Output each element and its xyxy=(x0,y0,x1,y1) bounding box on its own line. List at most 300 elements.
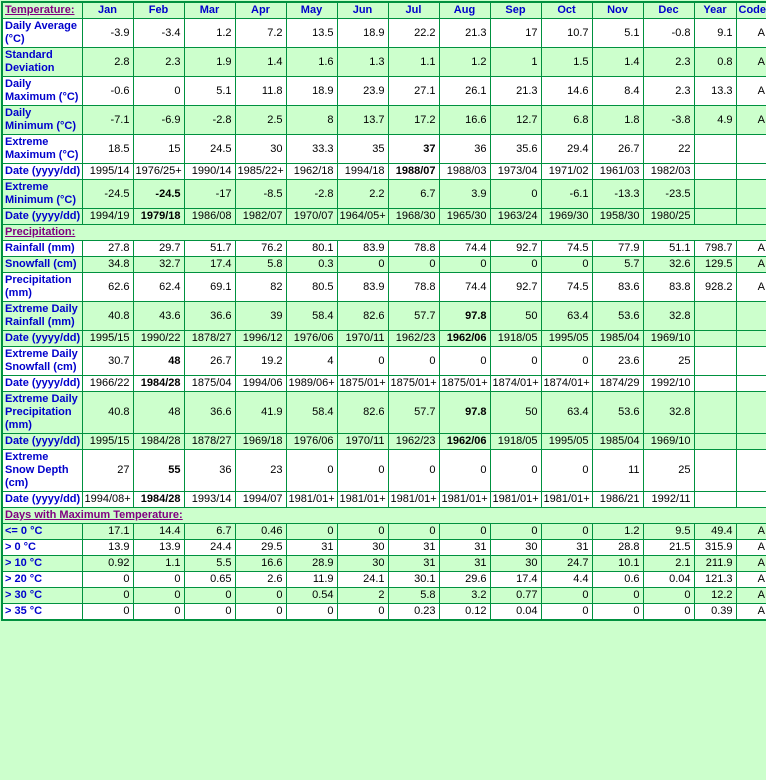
data-cell: 0 xyxy=(490,347,541,376)
data-cell xyxy=(694,392,736,434)
data-cell xyxy=(694,331,736,347)
data-cell: 77.9 xyxy=(592,241,643,257)
table-row xyxy=(2,604,766,621)
data-cell: 0 xyxy=(286,450,337,492)
data-cell: 0 xyxy=(541,524,592,540)
table-row xyxy=(2,241,766,257)
row-label: Extreme Maximum (°C) xyxy=(2,135,82,164)
data-cell: 28.9 xyxy=(286,556,337,572)
row-label: Precipitation (mm) xyxy=(2,273,82,302)
data-cell: 1.4 xyxy=(235,48,286,77)
table-row xyxy=(2,180,766,209)
data-cell: 1984/28 xyxy=(133,492,184,508)
data-cell: A xyxy=(736,540,766,556)
data-cell: 29.7 xyxy=(133,241,184,257)
data-cell: 1962/06 xyxy=(439,331,490,347)
column-header: Jan xyxy=(82,2,133,19)
data-cell: 31 xyxy=(286,540,337,556)
data-cell: 24.7 xyxy=(541,556,592,572)
data-cell: 2 xyxy=(337,588,388,604)
data-cell: 1875/01+ xyxy=(439,376,490,392)
data-cell: -7.1 xyxy=(82,106,133,135)
data-cell: 0 xyxy=(184,588,235,604)
table-row xyxy=(2,347,766,376)
data-cell: 57.7 xyxy=(388,392,439,434)
row-label: > 20 °C xyxy=(2,572,82,588)
table-row xyxy=(2,588,766,604)
data-cell: 1.6 xyxy=(286,48,337,77)
data-cell: 0 xyxy=(337,450,388,492)
data-cell: 1994/08+ xyxy=(82,492,133,508)
data-cell: 0.3 xyxy=(286,257,337,273)
data-cell: 43.6 xyxy=(133,302,184,331)
data-cell: 0 xyxy=(133,604,184,621)
data-cell: 36 xyxy=(184,450,235,492)
table-row xyxy=(2,376,766,392)
data-cell: 4.9 xyxy=(694,106,736,135)
data-cell: 1970/11 xyxy=(337,331,388,347)
data-cell: 9.5 xyxy=(643,524,694,540)
data-cell: 5.1 xyxy=(592,19,643,48)
data-cell: A xyxy=(736,556,766,572)
data-cell: 18.5 xyxy=(82,135,133,164)
data-cell xyxy=(736,492,766,508)
data-cell: 1878/27 xyxy=(184,434,235,450)
column-header: Apr xyxy=(235,2,286,19)
table-row xyxy=(2,48,766,77)
row-label: Date (yyyy/dd) xyxy=(2,492,82,508)
data-cell: 1981/01+ xyxy=(286,492,337,508)
data-cell xyxy=(694,135,736,164)
data-cell: 0.77 xyxy=(490,588,541,604)
data-cell: 0.65 xyxy=(184,572,235,588)
data-cell: 0 xyxy=(184,604,235,621)
data-cell: 0 xyxy=(337,604,388,621)
data-cell: A xyxy=(736,604,766,621)
data-cell xyxy=(694,450,736,492)
table-row xyxy=(2,492,766,508)
data-cell: 76.2 xyxy=(235,241,286,257)
data-cell: 1965/30 xyxy=(439,209,490,225)
column-header: Feb xyxy=(133,2,184,19)
data-cell: -3.8 xyxy=(643,106,694,135)
data-cell xyxy=(694,347,736,376)
data-cell: 0 xyxy=(286,524,337,540)
data-cell: 48 xyxy=(133,347,184,376)
data-cell: 5.1 xyxy=(184,77,235,106)
data-cell: -24.5 xyxy=(82,180,133,209)
data-cell: 0 xyxy=(643,588,694,604)
data-cell: 35.6 xyxy=(490,135,541,164)
data-cell: 36 xyxy=(439,135,490,164)
data-cell: 30 xyxy=(337,540,388,556)
data-cell: 22 xyxy=(643,135,694,164)
data-cell: 40.8 xyxy=(82,302,133,331)
data-cell: 13.3 xyxy=(694,77,736,106)
row-label: Date (yyyy/dd) xyxy=(2,164,82,180)
data-cell: 3.9 xyxy=(439,180,490,209)
data-cell: 1875/04 xyxy=(184,376,235,392)
data-cell: 10.1 xyxy=(592,556,643,572)
data-cell: 21.5 xyxy=(643,540,694,556)
data-cell: 27.8 xyxy=(82,241,133,257)
section-row xyxy=(2,225,766,241)
data-cell: 0 xyxy=(82,588,133,604)
data-cell: 1.4 xyxy=(592,48,643,77)
data-cell: -6.9 xyxy=(133,106,184,135)
data-cell xyxy=(736,434,766,450)
data-cell xyxy=(736,376,766,392)
table-row xyxy=(2,19,766,48)
row-label: Extreme Daily Rainfall (mm) xyxy=(2,302,82,331)
section-header-cell xyxy=(2,225,766,241)
row-label: Extreme Daily Snowfall (cm) xyxy=(2,347,82,376)
data-cell xyxy=(736,347,766,376)
table-row xyxy=(2,302,766,331)
data-cell: 1986/08 xyxy=(184,209,235,225)
section-header-cell xyxy=(2,508,766,524)
data-cell: 19.2 xyxy=(235,347,286,376)
data-cell: 80.5 xyxy=(286,273,337,302)
data-cell: 40.8 xyxy=(82,392,133,434)
data-cell: 1985/04 xyxy=(592,434,643,450)
data-cell: A xyxy=(736,48,766,77)
data-cell: 0 xyxy=(235,604,286,621)
data-cell: 12.7 xyxy=(490,106,541,135)
data-cell xyxy=(694,164,736,180)
data-cell: 2.6 xyxy=(235,572,286,588)
data-cell: 1970/07 xyxy=(286,209,337,225)
data-cell: 1973/04 xyxy=(490,164,541,180)
data-cell: 30 xyxy=(235,135,286,164)
column-header: Nov xyxy=(592,2,643,19)
data-cell: 1918/05 xyxy=(490,434,541,450)
data-cell: 58.4 xyxy=(286,302,337,331)
data-cell: 63.4 xyxy=(541,392,592,434)
data-cell: 7.2 xyxy=(235,19,286,48)
data-cell: 0.12 xyxy=(439,604,490,621)
data-cell xyxy=(736,392,766,434)
column-header: May xyxy=(286,2,337,19)
row-label: > 30 °C xyxy=(2,588,82,604)
row-label: > 35 °C xyxy=(2,604,82,621)
data-cell: 15 xyxy=(133,135,184,164)
data-cell: 2.3 xyxy=(643,77,694,106)
data-cell: 121.3 xyxy=(694,572,736,588)
data-cell: 22.2 xyxy=(388,19,439,48)
data-cell: 0 xyxy=(541,588,592,604)
column-header: Oct xyxy=(541,2,592,19)
data-cell: 0 xyxy=(439,450,490,492)
section-row xyxy=(2,508,766,524)
data-cell: 0 xyxy=(490,524,541,540)
data-cell: 2.1 xyxy=(643,556,694,572)
data-cell: 23.6 xyxy=(592,347,643,376)
column-header: Aug xyxy=(439,2,490,19)
data-cell: 0 xyxy=(388,257,439,273)
row-label: Daily Maximum (°C) xyxy=(2,77,82,106)
data-cell: 315.9 xyxy=(694,540,736,556)
data-cell: 6.7 xyxy=(184,524,235,540)
data-cell: 1958/30 xyxy=(592,209,643,225)
data-cell: 50 xyxy=(490,392,541,434)
data-cell: A xyxy=(736,572,766,588)
column-header: Sep xyxy=(490,2,541,19)
data-cell: 5.5 xyxy=(184,556,235,572)
row-label: Date (yyyy/dd) xyxy=(2,209,82,225)
data-cell: 74.5 xyxy=(541,273,592,302)
data-cell: 8.4 xyxy=(592,77,643,106)
data-cell: 41.9 xyxy=(235,392,286,434)
data-cell: 17 xyxy=(490,19,541,48)
data-cell: 1981/01+ xyxy=(439,492,490,508)
row-label: Date (yyyy/dd) xyxy=(2,331,82,347)
data-cell: -17 xyxy=(184,180,235,209)
row-label: Extreme Minimum (°C) xyxy=(2,180,82,209)
data-cell: 928.2 xyxy=(694,273,736,302)
data-cell: 13.9 xyxy=(82,540,133,556)
data-cell: 9.1 xyxy=(694,19,736,48)
data-cell: 17.4 xyxy=(490,572,541,588)
data-cell: 1969/30 xyxy=(541,209,592,225)
data-cell: 0 xyxy=(439,347,490,376)
data-cell: 1995/05 xyxy=(541,434,592,450)
data-cell: 0 xyxy=(541,257,592,273)
data-cell: 48 xyxy=(133,392,184,434)
data-cell: 1968/30 xyxy=(388,209,439,225)
row-label: Date (yyyy/dd) xyxy=(2,434,82,450)
data-cell: 63.4 xyxy=(541,302,592,331)
data-cell: A xyxy=(736,588,766,604)
data-cell: -2.8 xyxy=(184,106,235,135)
data-cell: 50 xyxy=(490,302,541,331)
data-cell: 1981/01+ xyxy=(490,492,541,508)
data-cell: 0 xyxy=(133,588,184,604)
data-cell: 36.6 xyxy=(184,302,235,331)
data-cell: 69.1 xyxy=(184,273,235,302)
data-cell: 21.3 xyxy=(439,19,490,48)
data-cell: 1995/15 xyxy=(82,331,133,347)
data-cell: 6.7 xyxy=(388,180,439,209)
table-row xyxy=(2,257,766,273)
data-cell: 11.9 xyxy=(286,572,337,588)
table-row xyxy=(2,273,766,302)
data-cell: 14.4 xyxy=(133,524,184,540)
data-cell: 97.8 xyxy=(439,302,490,331)
data-cell: 1971/02 xyxy=(541,164,592,180)
data-cell: 27.1 xyxy=(388,77,439,106)
data-cell: 10.7 xyxy=(541,19,592,48)
data-cell: 83.8 xyxy=(643,273,694,302)
data-cell: 1962/23 xyxy=(388,434,439,450)
table-row xyxy=(2,524,766,540)
data-cell: A xyxy=(736,19,766,48)
days-with-maximum-temperature-section-link[interactable]: Days with Maximum Temperature: xyxy=(5,509,183,521)
data-cell: 2.2 xyxy=(337,180,388,209)
data-cell: 0 xyxy=(592,588,643,604)
data-cell xyxy=(694,434,736,450)
row-label: > 0 °C xyxy=(2,540,82,556)
data-cell: 0 xyxy=(541,347,592,376)
data-cell: 0 xyxy=(439,257,490,273)
data-cell: 29.4 xyxy=(541,135,592,164)
data-cell: 35 xyxy=(337,135,388,164)
row-label: Snowfall (cm) xyxy=(2,257,82,273)
data-cell: -2.8 xyxy=(286,180,337,209)
data-cell: 31 xyxy=(439,540,490,556)
data-cell xyxy=(694,302,736,331)
data-cell: 1.5 xyxy=(541,48,592,77)
data-cell: 74.5 xyxy=(541,241,592,257)
data-cell: 1878/27 xyxy=(184,331,235,347)
data-cell: 55 xyxy=(133,450,184,492)
data-cell: 1980/25 xyxy=(643,209,694,225)
data-cell: 1992/11 xyxy=(643,492,694,508)
data-cell: 0 xyxy=(337,347,388,376)
data-cell: 33.3 xyxy=(286,135,337,164)
data-cell: 1984/28 xyxy=(133,434,184,450)
temperature-section-link[interactable]: Temperature: xyxy=(5,4,75,16)
data-cell: 1962/18 xyxy=(286,164,337,180)
data-cell: 1995/05 xyxy=(541,331,592,347)
table-row xyxy=(2,164,766,180)
data-cell: 2.3 xyxy=(643,48,694,77)
data-cell: 1990/22 xyxy=(133,331,184,347)
data-cell: 31 xyxy=(541,540,592,556)
header-row xyxy=(2,2,766,19)
data-cell: 29.6 xyxy=(439,572,490,588)
data-cell: 30 xyxy=(490,540,541,556)
data-cell xyxy=(736,180,766,209)
data-cell: 0 xyxy=(439,524,490,540)
data-cell: 1976/06 xyxy=(286,331,337,347)
data-cell: 1969/18 xyxy=(235,434,286,450)
data-cell: 24.4 xyxy=(184,540,235,556)
data-cell: 36.6 xyxy=(184,392,235,434)
data-cell: 1.9 xyxy=(184,48,235,77)
data-cell: 1.2 xyxy=(184,19,235,48)
column-header: Year xyxy=(694,2,736,19)
data-cell xyxy=(694,492,736,508)
data-cell: 1966/22 xyxy=(82,376,133,392)
data-cell: A xyxy=(736,241,766,257)
row-label: Daily Average (°C) xyxy=(2,19,82,48)
data-cell: 1.2 xyxy=(439,48,490,77)
data-cell: 0.23 xyxy=(388,604,439,621)
data-cell: 1994/19 xyxy=(82,209,133,225)
data-cell: 1982/03 xyxy=(643,164,694,180)
data-cell: 92.7 xyxy=(490,241,541,257)
row-label: Rainfall (mm) xyxy=(2,241,82,257)
data-cell: 1986/21 xyxy=(592,492,643,508)
table-row xyxy=(2,209,766,225)
row-label: Extreme Snow Depth (cm) xyxy=(2,450,82,492)
data-cell: -24.5 xyxy=(133,180,184,209)
data-cell: 0 xyxy=(286,604,337,621)
data-cell: 39 xyxy=(235,302,286,331)
data-cell: 16.6 xyxy=(235,556,286,572)
data-cell: 30.1 xyxy=(388,572,439,588)
data-cell: 5.8 xyxy=(388,588,439,604)
precipitation-section-link[interactable]: Precipitation: xyxy=(5,226,76,238)
data-cell: 0 xyxy=(82,572,133,588)
data-cell: 30.7 xyxy=(82,347,133,376)
data-cell xyxy=(736,164,766,180)
row-label: Date (yyyy/dd) xyxy=(2,376,82,392)
data-cell xyxy=(736,450,766,492)
data-cell: 53.6 xyxy=(592,302,643,331)
data-cell xyxy=(736,331,766,347)
data-cell: 0 xyxy=(82,604,133,621)
data-cell: 1918/05 xyxy=(490,331,541,347)
data-cell: 0 xyxy=(388,347,439,376)
data-cell: 4 xyxy=(286,347,337,376)
data-cell: 1976/06 xyxy=(286,434,337,450)
data-cell: 1988/07 xyxy=(388,164,439,180)
data-cell: 83.9 xyxy=(337,241,388,257)
data-cell: A xyxy=(736,106,766,135)
data-cell: 1981/01+ xyxy=(541,492,592,508)
data-cell: 32.8 xyxy=(643,302,694,331)
table-row xyxy=(2,331,766,347)
table-body xyxy=(2,2,766,620)
data-cell: 1982/07 xyxy=(235,209,286,225)
data-cell: 83.6 xyxy=(592,273,643,302)
data-cell: 49.4 xyxy=(694,524,736,540)
data-cell: 1985/04 xyxy=(592,331,643,347)
data-cell: 25 xyxy=(643,347,694,376)
data-cell: 97.8 xyxy=(439,392,490,434)
data-cell: -3.4 xyxy=(133,19,184,48)
data-cell: 31 xyxy=(439,556,490,572)
data-cell: 1963/24 xyxy=(490,209,541,225)
data-cell: 25 xyxy=(643,450,694,492)
data-cell: 0.8 xyxy=(694,48,736,77)
column-header: Code xyxy=(736,2,766,19)
data-cell: 1992/10 xyxy=(643,376,694,392)
data-cell: 798.7 xyxy=(694,241,736,257)
data-cell: 31 xyxy=(388,540,439,556)
data-cell: 1.8 xyxy=(592,106,643,135)
data-cell: 1969/10 xyxy=(643,434,694,450)
data-cell: 1981/01+ xyxy=(388,492,439,508)
data-cell: 13.7 xyxy=(337,106,388,135)
data-cell: A xyxy=(736,273,766,302)
data-cell: 13.5 xyxy=(286,19,337,48)
data-cell: 58.4 xyxy=(286,392,337,434)
data-cell: 51.1 xyxy=(643,241,694,257)
data-cell: -3.9 xyxy=(82,19,133,48)
data-cell: 0 xyxy=(643,604,694,621)
data-cell: 31 xyxy=(388,556,439,572)
data-cell: 57.7 xyxy=(388,302,439,331)
data-cell: 34.8 xyxy=(82,257,133,273)
data-cell: -13.3 xyxy=(592,180,643,209)
data-cell: 0 xyxy=(337,257,388,273)
table-row xyxy=(2,450,766,492)
data-cell: 1994/07 xyxy=(235,492,286,508)
data-cell: 1994/18 xyxy=(337,164,388,180)
column-header: Jul xyxy=(388,2,439,19)
data-cell: 0 xyxy=(133,572,184,588)
data-cell: 82.6 xyxy=(337,302,388,331)
data-cell: 26.1 xyxy=(439,77,490,106)
data-cell: 1.3 xyxy=(337,48,388,77)
data-cell xyxy=(694,209,736,225)
data-cell: 1874/01+ xyxy=(490,376,541,392)
data-cell: -8.5 xyxy=(235,180,286,209)
data-cell: 82.6 xyxy=(337,392,388,434)
